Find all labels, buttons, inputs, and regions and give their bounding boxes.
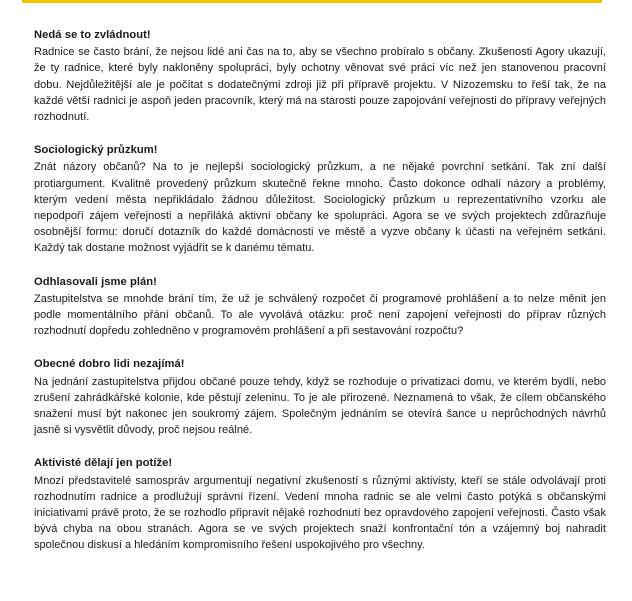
section-heading: Nedá se to zvládnout!: [34, 29, 151, 41]
section-neda-se-to-zvladnout: [34, 27, 606, 125]
section-heading: Obecné dobro lidi nezajímá!: [34, 358, 185, 371]
section-sociologicky-pruzkum: [34, 142, 606, 256]
section-odhlasovali-jsme-plan: [34, 274, 606, 340]
section-paragraph: Mnozí představitelé samospráv argumentují negativní zkušeností s různými aktivisty, kteří se stále odvolávají proti rozhodnutím radnice a prodlužují správní řízení. Vedení mnoha radnic se ale velmi často potýká s občanskými iniciativami právě proto, že se rozhodlo připravit nějaké rozhodnutí bez opravdového zapojení veřejnosti. Často však bývá chyba na obou stranách. Agora se ve svých projektech snaží konfrontační tón a vzájemný boj nahradit společnou diskusí a hledáním kompromisního řešení uspokojivého pro všechny.: [34, 474, 606, 552]
section-paragraph: Zastupitelstva se mnohde brání tím, že už je schválený rozpočet či programové prohlášení a to nelze měnit jen podle momentálního přání občanů. To ale vyvolává otázku: proč není zapojení veřejnosti do příprav různých rozhodnutí dopředu zohledněno v programovém prohlášení a při sestavování rozpočtu?: [34, 292, 606, 338]
section-paragraph: Radnice se často brání, že nejsou lidé ani čas na to, aby se všechno probíralo s občany. Zkušenosti Agory ukazují, že ty radnice, které byly nakloněny spolupráci, byly ochotny věnovat své práci víc než jen stanovenou pracovní dobu. Nejdůležitější ale je počítat s dodatečnými zdroji již při přípravě projektu. V Nizozemsku to řeší tak, že na každé větší radnici je aspoň jeden pracovník, který má na starosti pouze zapojování veřejnosti do přípravy veřejných rozhodnutí.: [34, 46, 606, 124]
section-paragraph: Znát názory občanů? Na to je nejlepší sociologický průzkum, a ne nějaké povrchní setkání. Tak zní další protiargument. Kvalitně provedený průzkum skutečně řekne mnoho. Často dokonce odhalí názory a problémy, kterým vedení města nepřikládalo žádnou důležitost. Sociologický průzkum u reprezentativního vzorku ale nepodpoří zájem veřejnosti a nepřiláká aktivní občany ke spolupráci. Agora se ve svých projektech zdůrazňuje osobnější formu: doručí dotazník do každé domácnosti ve městě a vyzve občany k účasti na veřejném setkání. Každý tak dostane možnost vyjádřit se k danému tématu.: [34, 161, 606, 255]
section-paragraph: Na jednání zastupitelstva přijdou občané pouze tehdy, když se rozhoduje o privatizaci domu, ve kterém bydlí, nebo zrušení zahrádkářské kolonie, kde pěstují zeleninu. To je ale přirozené. Neznamená to však, že cílem občanského snažení musí být nakonec jen soukromý zájem. Společným jednáním se otevírá šance u neprůchodných návrhů jasně si vysvětlit důvody, proč nejsou reálné.: [34, 375, 606, 437]
section-obecne-dobro: [34, 356, 606, 438]
section-heading: Odhlasovali jsme plán!: [34, 275, 157, 288]
section-heading: Aktivisté dělají jen potíže!: [34, 457, 173, 470]
section-aktiviste: [34, 455, 606, 553]
document-body: [34, 27, 606, 571]
section-heading: Sociologický průzkum!: [34, 144, 158, 157]
top-accent-rule: [22, 0, 602, 3]
